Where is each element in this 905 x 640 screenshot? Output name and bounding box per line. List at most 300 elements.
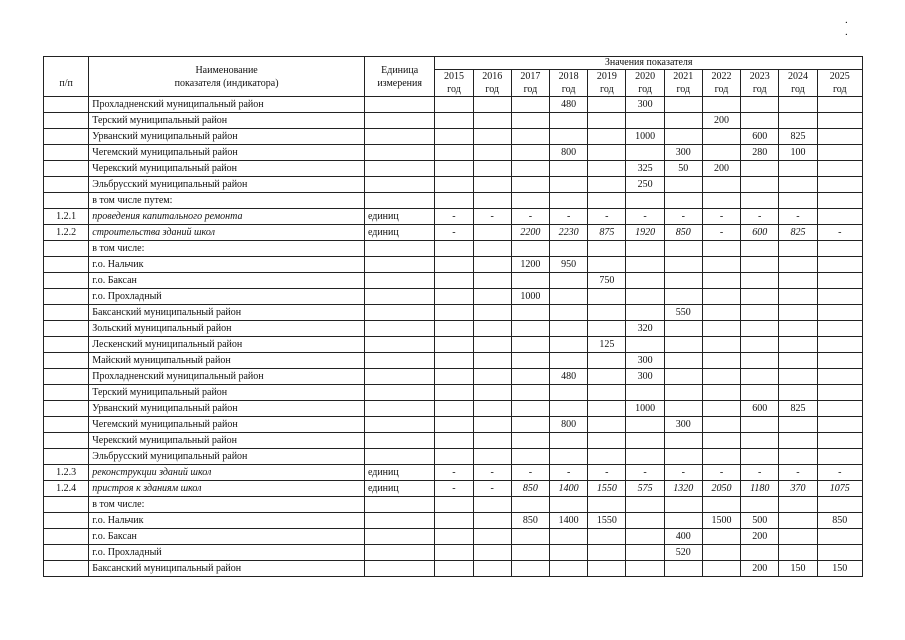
value-cell-2020: [626, 545, 664, 561]
header-year-word: год: [791, 84, 805, 95]
value-cell-2020: 1000: [626, 129, 664, 145]
value-cell-2020: [626, 193, 664, 209]
value-cell-2024: [779, 273, 817, 289]
value-cell-2020: [626, 145, 664, 161]
value-cell-2015: [435, 257, 473, 273]
row-name: в том числе:: [89, 241, 365, 257]
value-cell-2021: [664, 273, 702, 289]
value-cell-2025: [817, 193, 862, 209]
value-cell-2019: [588, 385, 626, 401]
value-cell-2017: [511, 321, 549, 337]
value-cell-2020: [626, 385, 664, 401]
value-cell-2025: [817, 97, 862, 113]
value-cell-2023: 500: [741, 513, 779, 529]
header-year-2017: [511, 70, 549, 97]
table-row: [44, 465, 863, 481]
header-year-number: 2016: [482, 71, 503, 82]
value-cell-2019: [588, 417, 626, 433]
value-cell-2016: [473, 305, 511, 321]
value-cell-2022: 2050: [702, 481, 740, 497]
value-cell-2017: [511, 545, 549, 561]
header-year-number: 2017: [520, 71, 541, 82]
value-cell-2019: 875: [588, 225, 626, 241]
value-cell-2020: [626, 305, 664, 321]
header-year-number: 2024: [787, 71, 808, 82]
value-cell-2018: 800: [550, 417, 588, 433]
value-cell-2025: [817, 241, 862, 257]
value-cell-2025: [817, 209, 862, 225]
value-cell-2021: [664, 321, 702, 337]
row-number: [44, 273, 89, 289]
value-cell-2024: [779, 385, 817, 401]
value-cell-2021: 850: [664, 225, 702, 241]
row-number: [44, 433, 89, 449]
row-unit: [364, 561, 434, 577]
table-row: [44, 545, 863, 561]
header-year-2020: [626, 70, 664, 97]
table-row: [44, 129, 863, 145]
value-cell-2024: 825: [779, 401, 817, 417]
value-cell-2025: [817, 177, 862, 193]
value-cell-2025: [817, 305, 862, 321]
value-cell-2015: -: [435, 481, 473, 497]
value-cell-2015: [435, 273, 473, 289]
value-cell-2020: 325: [626, 161, 664, 177]
value-cell-2016: [473, 433, 511, 449]
row-number: [44, 161, 89, 177]
value-cell-2017: [511, 305, 549, 321]
value-cell-2020: 320: [626, 321, 664, 337]
table-row: [44, 161, 863, 177]
value-cell-2019: 125: [588, 337, 626, 353]
value-cell-2017: [511, 561, 549, 577]
value-cell-2023: [741, 193, 779, 209]
value-cell-2016: [473, 561, 511, 577]
value-cell-2018: [550, 161, 588, 177]
header-year-2022: [702, 70, 740, 97]
value-cell-2016: [473, 385, 511, 401]
value-cell-2017: [511, 129, 549, 145]
value-cell-2022: [702, 529, 740, 545]
value-cell-2019: [588, 145, 626, 161]
value-cell-2023: [741, 353, 779, 369]
value-cell-2022: [702, 273, 740, 289]
value-cell-2019: 750: [588, 273, 626, 289]
value-cell-2016: -: [473, 209, 511, 225]
row-number: [44, 401, 89, 417]
value-cell-2015: [435, 529, 473, 545]
header-year-number: 2022: [711, 71, 732, 82]
value-cell-2021: [664, 353, 702, 369]
value-cell-2018: [550, 337, 588, 353]
row-name: строительства зданий школ: [89, 225, 365, 241]
value-cell-2018: 950: [550, 257, 588, 273]
value-cell-2019: [588, 321, 626, 337]
value-cell-2019: [588, 545, 626, 561]
header-pp: п/п: [44, 57, 89, 97]
value-cell-2018: [550, 529, 588, 545]
value-cell-2022: [702, 321, 740, 337]
row-unit: [364, 129, 434, 145]
value-cell-2015: [435, 321, 473, 337]
value-cell-2023: [741, 289, 779, 305]
value-cell-2024: [779, 321, 817, 337]
value-cell-2022: -: [702, 225, 740, 241]
value-cell-2015: [435, 193, 473, 209]
table-row: [44, 497, 863, 513]
row-number: [44, 305, 89, 321]
value-cell-2016: [473, 321, 511, 337]
value-cell-2021: [664, 385, 702, 401]
value-cell-2019: -: [588, 465, 626, 481]
table-row: [44, 417, 863, 433]
value-cell-2022: 200: [702, 113, 740, 129]
value-cell-2024: 100: [779, 145, 817, 161]
value-cell-2021: -: [664, 465, 702, 481]
value-cell-2019: [588, 161, 626, 177]
value-cell-2019: [588, 305, 626, 321]
header-year-2015: [435, 70, 473, 97]
value-cell-2016: [473, 529, 511, 545]
value-cell-2016: [473, 145, 511, 161]
value-cell-2019: [588, 113, 626, 129]
value-cell-2020: [626, 433, 664, 449]
value-cell-2018: [550, 401, 588, 417]
value-cell-2020: -: [626, 209, 664, 225]
row-unit: [364, 321, 434, 337]
table-row: [44, 113, 863, 129]
table-row: [44, 321, 863, 337]
value-cell-2024: [779, 369, 817, 385]
row-unit: [364, 417, 434, 433]
value-cell-2023: [741, 321, 779, 337]
row-name: г.о. Нальчик: [89, 257, 365, 273]
value-cell-2025: 150: [817, 561, 862, 577]
row-unit: [364, 145, 434, 161]
value-cell-2025: 850: [817, 513, 862, 529]
value-cell-2017: [511, 401, 549, 417]
value-cell-2021: [664, 449, 702, 465]
row-name: Прохладненский муниципальный район: [89, 97, 365, 113]
row-name: Прохладненский муниципальный район: [89, 369, 365, 385]
value-cell-2015: [435, 353, 473, 369]
value-cell-2024: 825: [779, 225, 817, 241]
table-row: [44, 401, 863, 417]
value-cell-2023: [741, 305, 779, 321]
table-row: [44, 513, 863, 529]
value-cell-2020: 575: [626, 481, 664, 497]
row-name: Чегемский муниципальный район: [89, 145, 365, 161]
value-cell-2025: -: [817, 225, 862, 241]
row-unit: единиц: [364, 209, 434, 225]
value-cell-2021: [664, 433, 702, 449]
value-cell-2021: 300: [664, 145, 702, 161]
value-cell-2021: [664, 289, 702, 305]
value-cell-2022: -: [702, 209, 740, 225]
table-row: [44, 273, 863, 289]
value-cell-2025: [817, 257, 862, 273]
value-cell-2020: [626, 337, 664, 353]
value-cell-2020: 300: [626, 353, 664, 369]
row-unit: единиц: [364, 225, 434, 241]
value-cell-2021: -: [664, 209, 702, 225]
row-unit: [364, 369, 434, 385]
value-cell-2022: [702, 545, 740, 561]
value-cell-2024: -: [779, 209, 817, 225]
row-unit: [364, 289, 434, 305]
row-number: [44, 561, 89, 577]
value-cell-2021: [664, 177, 702, 193]
indicator-table: [43, 56, 863, 577]
value-cell-2018: 800: [550, 145, 588, 161]
value-cell-2015: [435, 449, 473, 465]
value-cell-2019: [588, 241, 626, 257]
value-cell-2015: [435, 289, 473, 305]
value-cell-2022: -: [702, 465, 740, 481]
value-cell-2015: [435, 369, 473, 385]
value-cell-2016: -: [473, 465, 511, 481]
row-unit: [364, 113, 434, 129]
row-name: Баксанский муниципальный район: [89, 305, 365, 321]
value-cell-2022: [702, 561, 740, 577]
value-cell-2020: [626, 561, 664, 577]
row-unit: [364, 385, 434, 401]
value-cell-2017: 2200: [511, 225, 549, 241]
row-unit: [364, 257, 434, 273]
value-cell-2017: [511, 433, 549, 449]
value-cell-2018: 2230: [550, 225, 588, 241]
table-row: [44, 97, 863, 113]
table-row: [44, 337, 863, 353]
value-cell-2019: [588, 353, 626, 369]
value-cell-2024: [779, 97, 817, 113]
value-cell-2017: -: [511, 465, 549, 481]
row-unit: [364, 161, 434, 177]
value-cell-2023: [741, 241, 779, 257]
row-unit: [364, 433, 434, 449]
value-cell-2020: [626, 273, 664, 289]
value-cell-2021: 550: [664, 305, 702, 321]
value-cell-2015: [435, 177, 473, 193]
value-cell-2018: [550, 113, 588, 129]
value-cell-2023: [741, 417, 779, 433]
row-name: Лескенский муниципальный район: [89, 337, 365, 353]
value-cell-2023: 280: [741, 145, 779, 161]
value-cell-2020: 300: [626, 369, 664, 385]
row-name: г.о. Прохладный: [89, 289, 365, 305]
value-cell-2017: [511, 97, 549, 113]
row-name: г.о. Прохладный: [89, 545, 365, 561]
value-cell-2015: [435, 129, 473, 145]
value-cell-2019: [588, 497, 626, 513]
value-cell-2020: [626, 257, 664, 273]
value-cell-2022: 200: [702, 161, 740, 177]
table-row: [44, 241, 863, 257]
value-cell-2016: [473, 369, 511, 385]
value-cell-2016: [473, 289, 511, 305]
row-number: [44, 113, 89, 129]
value-cell-2022: [702, 177, 740, 193]
value-cell-2025: 1075: [817, 481, 862, 497]
value-cell-2025: [817, 433, 862, 449]
value-cell-2025: [817, 113, 862, 129]
value-cell-2015: -: [435, 465, 473, 481]
header-year-number: 2023: [749, 71, 770, 82]
value-cell-2018: [550, 561, 588, 577]
value-cell-2022: [702, 353, 740, 369]
row-name: проведения капитального ремонта: [89, 209, 365, 225]
value-cell-2020: 250: [626, 177, 664, 193]
header-year-2021: [664, 70, 702, 97]
value-cell-2022: [702, 337, 740, 353]
table-row: [44, 529, 863, 545]
value-cell-2018: 480: [550, 369, 588, 385]
value-cell-2021: 300: [664, 417, 702, 433]
value-cell-2020: [626, 113, 664, 129]
row-name: реконструкции зданий школ: [89, 465, 365, 481]
value-cell-2023: -: [741, 209, 779, 225]
value-cell-2016: [473, 129, 511, 145]
value-cell-2018: 1400: [550, 513, 588, 529]
value-cell-2018: [550, 193, 588, 209]
header-year-word: год: [523, 84, 538, 95]
value-cell-2018: [550, 545, 588, 561]
row-unit: [364, 177, 434, 193]
value-cell-2020: [626, 513, 664, 529]
row-name: Зольский муниципальный район: [89, 321, 365, 337]
value-cell-2017: [511, 241, 549, 257]
value-cell-2017: [511, 449, 549, 465]
value-cell-2024: [779, 545, 817, 561]
value-cell-2023: 600: [741, 225, 779, 241]
value-cell-2016: [473, 417, 511, 433]
table-row: [44, 145, 863, 161]
value-cell-2017: 1000: [511, 289, 549, 305]
value-cell-2017: [511, 529, 549, 545]
value-cell-2020: 1920: [626, 225, 664, 241]
value-cell-2019: [588, 449, 626, 465]
row-name: пристрoя к зданиям школ: [89, 481, 365, 497]
row-name: Терский муниципальный район: [89, 385, 365, 401]
value-cell-2015: [435, 545, 473, 561]
value-cell-2015: [435, 145, 473, 161]
value-cell-2024: 150: [779, 561, 817, 577]
value-cell-2021: [664, 561, 702, 577]
header-year-number: 2018: [558, 71, 579, 82]
table-row: [44, 561, 863, 577]
value-cell-2025: [817, 145, 862, 161]
value-cell-2016: [473, 225, 511, 241]
row-name: г.о. Нальчик: [89, 513, 365, 529]
row-unit: [364, 529, 434, 545]
row-number: [44, 177, 89, 193]
value-cell-2023: [741, 273, 779, 289]
table-row: [44, 433, 863, 449]
value-cell-2025: [817, 497, 862, 513]
row-unit: [364, 513, 434, 529]
table-row: [44, 385, 863, 401]
value-cell-2023: [741, 545, 779, 561]
value-cell-2025: [817, 417, 862, 433]
header-name-line1: Наименование: [195, 64, 258, 76]
header-year-word: год: [600, 84, 614, 95]
value-cell-2015: [435, 401, 473, 417]
header-year-2018: [550, 70, 588, 97]
header-unit-line2: измерения: [377, 77, 422, 89]
row-unit: [364, 193, 434, 209]
value-cell-2016: [473, 241, 511, 257]
table-row: [44, 209, 863, 225]
row-name: Эльбрусский муниципальный район: [89, 449, 365, 465]
row-unit: единиц: [364, 481, 434, 497]
row-name: в том числе путем:: [89, 193, 365, 209]
table-row: [44, 225, 863, 241]
header-unit: [364, 57, 434, 97]
row-number: 1.2.2: [44, 225, 89, 241]
value-cell-2019: [588, 561, 626, 577]
value-cell-2019: [588, 257, 626, 273]
row-number: 1.2.4: [44, 481, 89, 497]
row-number: [44, 129, 89, 145]
header-year-number: 2019: [596, 71, 617, 82]
row-name: Майский муниципальный район: [89, 353, 365, 369]
value-cell-2015: [435, 433, 473, 449]
value-cell-2023: [741, 385, 779, 401]
value-cell-2016: [473, 513, 511, 529]
value-cell-2025: [817, 337, 862, 353]
table-body: [44, 97, 863, 577]
row-number: [44, 289, 89, 305]
header-year-word: год: [485, 84, 500, 95]
value-cell-2021: [664, 193, 702, 209]
value-cell-2018: [550, 129, 588, 145]
value-cell-2016: [473, 193, 511, 209]
value-cell-2025: [817, 449, 862, 465]
value-cell-2025: [817, 273, 862, 289]
value-cell-2022: [702, 257, 740, 273]
value-cell-2020: 300: [626, 97, 664, 113]
value-cell-2022: [702, 401, 740, 417]
value-cell-2017: [511, 113, 549, 129]
value-cell-2015: [435, 497, 473, 513]
table-row: [44, 369, 863, 385]
value-cell-2022: [702, 241, 740, 257]
value-cell-2016: [473, 545, 511, 561]
value-cell-2018: [550, 273, 588, 289]
value-cell-2024: [779, 257, 817, 273]
value-cell-2023: 600: [741, 401, 779, 417]
value-cell-2023: 1180: [741, 481, 779, 497]
value-cell-2017: [511, 417, 549, 433]
header-year-number: 2021: [673, 71, 694, 82]
row-unit: [364, 497, 434, 513]
value-cell-2020: [626, 449, 664, 465]
value-cell-2025: [817, 369, 862, 385]
header-name: [89, 57, 365, 97]
value-cell-2015: -: [435, 209, 473, 225]
value-cell-2016: [473, 113, 511, 129]
value-cell-2025: -: [817, 465, 862, 481]
value-cell-2016: [473, 273, 511, 289]
row-unit: [364, 305, 434, 321]
value-cell-2025: [817, 353, 862, 369]
value-cell-2018: [550, 353, 588, 369]
value-cell-2024: [779, 529, 817, 545]
row-number: [44, 353, 89, 369]
value-cell-2019: [588, 369, 626, 385]
row-number: [44, 193, 89, 209]
row-name: Урванский муниципальный район: [89, 401, 365, 417]
